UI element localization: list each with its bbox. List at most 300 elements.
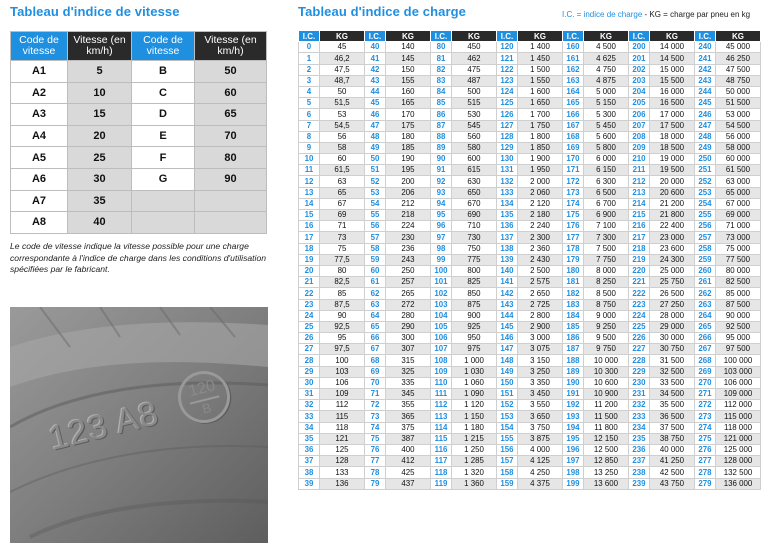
load-index-cell: 201 [629,53,650,64]
load-table-title: Tableau d'indice de charge [298,4,466,19]
load-table-row [299,131,761,142]
load-kg-cell: 1 900 [518,154,563,165]
load-kg-cell: 300 [386,333,431,344]
legend-kg: - KG = charge par pneu en kg [642,10,751,19]
load-kg-cell: 195 [386,165,431,176]
load-table-row [299,467,761,478]
speed-value-cell: 35 [68,190,132,212]
header-kg: KG [452,31,497,42]
load-kg-cell: 150 [386,64,431,75]
speed-index-table [10,31,267,234]
load-index-cell: 160 [563,42,584,53]
load-kg-cell: 243 [386,254,431,265]
load-kg-cell: 63 000 [716,176,761,187]
load-index-cell: 209 [629,142,650,153]
load-kg-cell: 100 [320,355,365,366]
load-kg-cell: 43 750 [650,478,695,489]
load-kg-cell: 1 850 [518,142,563,153]
speed-value-cell: 20 [68,125,132,147]
load-index-cell: 252 [695,176,716,187]
load-kg-cell: 10 300 [584,366,629,377]
load-index-cell: 223 [629,299,650,310]
load-kg-cell: 145 [386,53,431,64]
load-index-cell: 122 [497,64,518,75]
load-kg-cell: 425 [386,467,431,478]
load-kg-cell: 272 [386,299,431,310]
load-index-table [298,30,761,490]
load-index-cell: 270 [695,377,716,388]
load-index-cell: 279 [695,478,716,489]
load-table-row [299,165,761,176]
load-index-cell: 45 [365,98,386,109]
load-index-cell: 111 [431,389,452,400]
load-kg-cell: 75 000 [716,243,761,254]
load-kg-cell: 160 [386,86,431,97]
load-kg-cell: 325 [386,366,431,377]
load-table-row [299,254,761,265]
load-index-cell: 44 [365,86,386,97]
load-kg-cell: 1 650 [518,98,563,109]
load-table-row [299,53,761,64]
load-kg-cell: 7 100 [584,221,629,232]
load-kg-cell: 165 [386,98,431,109]
load-index-cell: 121 [497,53,518,64]
load-index-cell: 30 [299,377,320,388]
load-kg-cell: 3 150 [518,355,563,366]
load-index-cell: 161 [563,53,584,64]
speed-code-cell: A6 [11,168,68,190]
load-index-cell: 109 [431,366,452,377]
load-index-cell: 164 [563,86,584,97]
load-kg-cell: 18 500 [650,142,695,153]
load-index-cell: 99 [431,254,452,265]
load-index-cell: 63 [365,299,386,310]
load-index-cell: 151 [497,389,518,400]
load-kg-cell: 112 000 [716,400,761,411]
load-index-cell: 157 [497,456,518,467]
load-kg-cell: 77,5 [320,254,365,265]
header-ic: I.C. [299,31,320,42]
load-kg-cell: 3 075 [518,344,563,355]
load-index-cell: 93 [431,187,452,198]
load-index-cell: 198 [563,467,584,478]
load-index-cell: 79 [365,478,386,489]
load-index-cell: 135 [497,210,518,221]
load-index-cell: 202 [629,64,650,75]
load-kg-cell: 1 250 [452,444,497,455]
load-kg-cell: 12 150 [584,433,629,444]
load-table-row [299,176,761,187]
load-index-cell: 49 [365,142,386,153]
load-index-cell: 96 [431,221,452,232]
load-kg-cell: 1 800 [518,131,563,142]
load-kg-cell: 3 250 [518,366,563,377]
load-index-cell: 90 [431,154,452,165]
load-kg-cell: 26 500 [650,288,695,299]
load-kg-cell: 530 [452,109,497,120]
load-kg-cell: 437 [386,478,431,489]
load-kg-cell: 6 500 [584,187,629,198]
load-kg-cell: 9 250 [584,321,629,332]
load-index-cell: 101 [431,277,452,288]
load-index-cell: 208 [629,131,650,142]
load-kg-cell: 61 500 [716,165,761,176]
load-index-cell: 275 [695,433,716,444]
load-kg-cell: 18 000 [650,131,695,142]
load-table-row [299,232,761,243]
load-kg-cell: 307 [386,344,431,355]
tire-circle-bottom: B [190,395,223,420]
load-kg-cell: 136 000 [716,478,761,489]
load-kg-cell: 106 000 [716,377,761,388]
load-kg-cell: 51,5 [320,98,365,109]
load-kg-cell: 412 [386,456,431,467]
header-ic: I.C. [563,31,584,42]
load-kg-cell: 19 500 [650,165,695,176]
load-index-cell: 169 [563,142,584,153]
load-index-cell: 255 [695,210,716,221]
load-index-cell: 131 [497,165,518,176]
load-kg-cell: 42 500 [650,467,695,478]
load-kg-cell: 11 500 [584,411,629,422]
load-index-cell: 132 [497,176,518,187]
load-index-cell: 112 [431,400,452,411]
load-index-cell: 68 [365,355,386,366]
load-kg-cell: 77 500 [716,254,761,265]
load-index-cell: 228 [629,355,650,366]
load-index-cell: 187 [563,344,584,355]
load-index-cell: 162 [563,64,584,75]
load-kg-cell: 730 [452,232,497,243]
load-kg-cell: 462 [452,53,497,64]
load-index-cell: 271 [695,389,716,400]
load-index-cell: 129 [497,142,518,153]
load-kg-cell: 6 900 [584,210,629,221]
load-index-cell: 83 [431,75,452,86]
load-kg-cell: 50 000 [716,86,761,97]
load-table-row [299,411,761,422]
load-kg-cell: 47 500 [716,64,761,75]
load-index-cell: 191 [563,389,584,400]
load-index-cell: 183 [563,299,584,310]
load-index-cell: 134 [497,198,518,209]
load-kg-cell: 60 [320,154,365,165]
load-kg-cell: 118 000 [716,422,761,433]
load-kg-cell: 8 000 [584,265,629,276]
load-index-cell: 22 [299,288,320,299]
load-index-cell: 156 [497,444,518,455]
load-index-cell: 100 [431,265,452,276]
speed-table-row [11,168,267,190]
load-kg-cell: 1 700 [518,109,563,120]
load-index-cell: 203 [629,75,650,86]
load-kg-cell: 4 250 [518,467,563,478]
load-kg-cell: 355 [386,400,431,411]
load-index-cell: 38 [299,467,320,478]
load-index-cell: 153 [497,411,518,422]
load-kg-cell: 450 [452,42,497,53]
load-index-cell: 262 [695,288,716,299]
load-kg-cell: 87 500 [716,299,761,310]
load-index-cell: 233 [629,411,650,422]
load-index-cell: 92 [431,176,452,187]
load-table-row [299,321,761,332]
load-index-cell: 77 [365,456,386,467]
load-kg-cell: 32 500 [650,366,695,377]
load-kg-cell: 2 650 [518,288,563,299]
load-index-cell: 31 [299,389,320,400]
load-kg-cell: 175 [386,120,431,131]
load-index-cell: 78 [365,467,386,478]
load-kg-cell: 5 600 [584,131,629,142]
load-kg-cell: 128 [320,456,365,467]
load-index-cell: 148 [497,355,518,366]
load-index-cell: 176 [563,221,584,232]
load-index-cell: 194 [563,422,584,433]
load-table-row [299,42,761,53]
load-index-cell: 247 [695,120,716,131]
load-kg-cell: 615 [452,165,497,176]
load-kg-cell: 48 750 [716,75,761,86]
load-index-cell: 85 [431,98,452,109]
load-table-row [299,265,761,276]
speed-code-cell: B [132,61,195,83]
load-index-cell: 188 [563,355,584,366]
load-index-cell: 145 [497,321,518,332]
load-table-row [299,478,761,489]
load-kg-cell: 875 [452,299,497,310]
load-kg-cell: 109 [320,389,365,400]
load-table-row [299,433,761,444]
load-kg-cell: 21 800 [650,210,695,221]
load-index-cell: 46 [365,109,386,120]
load-index-cell: 97 [431,232,452,243]
load-index-cell: 34 [299,422,320,433]
load-kg-cell: 60 000 [716,154,761,165]
load-kg-cell: 90 [320,310,365,321]
load-index-cell: 65 [365,321,386,332]
load-kg-cell: 106 [320,377,365,388]
load-kg-cell: 3 350 [518,377,563,388]
load-index-cell: 213 [629,187,650,198]
load-kg-cell: 97,5 [320,344,365,355]
load-kg-cell: 109 000 [716,389,761,400]
load-index-cell: 241 [695,53,716,64]
load-kg-cell: 13 600 [584,478,629,489]
load-kg-cell: 9 500 [584,333,629,344]
load-kg-cell: 121 [320,433,365,444]
load-index-cell: 227 [629,344,650,355]
speed-table-row [11,82,267,104]
load-kg-cell: 1 360 [452,478,497,489]
load-index-cell: 25 [299,321,320,332]
header-kg: KG [584,31,629,42]
load-table-row [299,389,761,400]
load-kg-cell: 250 [386,265,431,276]
load-kg-cell: 4 000 [518,444,563,455]
load-index-cell: 212 [629,176,650,187]
load-kg-cell: 3 650 [518,411,563,422]
load-index-cell: 167 [563,120,584,131]
load-index-cell: 253 [695,187,716,198]
tire-circle-top: 120 [186,377,217,401]
speed-code-cell: G [132,168,195,190]
load-table-row [299,456,761,467]
load-kg-cell: 775 [452,254,497,265]
load-table-row [299,243,761,254]
load-kg-cell: 112 [320,400,365,411]
load-index-cell: 257 [695,232,716,243]
load-table-row [299,355,761,366]
load-index-cell: 210 [629,154,650,165]
load-kg-cell: 2 800 [518,310,563,321]
load-table-row [299,64,761,75]
load-index-cell: 251 [695,165,716,176]
load-kg-cell: 115 [320,411,365,422]
speed-table-row [11,61,267,83]
load-index-cell: 128 [497,131,518,142]
load-index-cell: 73 [365,411,386,422]
speed-value-cell [195,212,267,234]
load-index-cell: 278 [695,467,716,478]
load-index-cell: 274 [695,422,716,433]
load-index-cell: 186 [563,333,584,344]
load-index-cell: 119 [431,478,452,489]
load-kg-cell: 375 [386,422,431,433]
load-kg-cell: 1 450 [518,53,563,64]
load-index-cell: 10 [299,154,320,165]
load-index-cell: 3 [299,75,320,86]
load-kg-cell: 58 [320,142,365,153]
load-kg-cell: 140 [386,42,431,53]
load-kg-cell: 71 000 [716,221,761,232]
header-ic: I.C. [629,31,650,42]
load-index-cell: 6 [299,109,320,120]
load-index-cell: 80 [431,42,452,53]
load-index-cell: 172 [563,176,584,187]
load-kg-cell: 65 000 [716,187,761,198]
load-index-cell: 24 [299,310,320,321]
load-index-cell: 0 [299,42,320,53]
speed-table-title: Tableau d'indice de vitesse [10,4,180,19]
load-index-cell: 98 [431,243,452,254]
load-index-cell: 261 [695,277,716,288]
speed-value-cell: 10 [68,82,132,104]
load-kg-cell: 5 150 [584,98,629,109]
load-index-cell: 140 [497,265,518,276]
speed-value-cell: 80 [195,147,267,169]
load-index-cell: 110 [431,377,452,388]
header-kg: KG [716,31,761,42]
load-kg-cell: 10 600 [584,377,629,388]
load-kg-cell: 1 090 [452,389,497,400]
load-kg-cell: 85 [320,288,365,299]
load-index-cell: 154 [497,422,518,433]
load-index-cell: 17 [299,232,320,243]
load-index-cell: 28 [299,355,320,366]
load-kg-cell: 1 750 [518,120,563,131]
load-kg-cell: 20 000 [650,176,695,187]
load-kg-cell: 4 875 [584,75,629,86]
load-index-cell: 193 [563,411,584,422]
load-kg-cell: 670 [452,198,497,209]
load-index-cell: 235 [629,433,650,444]
speed-value-cell: 50 [195,61,267,83]
load-table-row [299,198,761,209]
load-kg-cell: 5 800 [584,142,629,153]
load-kg-cell: 58 000 [716,142,761,153]
load-index-cell: 166 [563,109,584,120]
load-index-cell: 225 [629,321,650,332]
load-index-cell: 41 [365,53,386,64]
load-kg-cell: 4 500 [584,42,629,53]
load-index-cell: 87 [431,120,452,131]
load-index-cell: 2 [299,64,320,75]
load-kg-cell: 1 950 [518,165,563,176]
load-kg-cell: 545 [452,120,497,131]
load-index-cell: 170 [563,154,584,165]
load-index-cell: 152 [497,400,518,411]
load-kg-cell: 80 [320,265,365,276]
load-kg-cell: 1 150 [452,411,497,422]
header-speed-code: Code de vitesse [11,32,68,61]
load-index-cell: 58 [365,243,386,254]
header-kg: KG [320,31,365,42]
load-kg-cell: 257 [386,277,431,288]
load-kg-cell: 36 500 [650,411,695,422]
load-table-row [299,75,761,86]
load-index-cell: 54 [365,198,386,209]
load-index-cell: 138 [497,243,518,254]
load-kg-cell: 750 [452,243,497,254]
load-kg-cell: 67 [320,198,365,209]
load-index-cell: 53 [365,187,386,198]
load-kg-cell: 185 [386,142,431,153]
load-index-cell: 19 [299,254,320,265]
load-index-cell: 205 [629,98,650,109]
load-kg-cell: 92,5 [320,321,365,332]
load-index-cell: 263 [695,299,716,310]
speed-code-cell: F [132,147,195,169]
load-kg-cell: 400 [386,444,431,455]
load-index-cell: 52 [365,176,386,187]
load-index-cell: 149 [497,366,518,377]
load-kg-cell: 2 900 [518,321,563,332]
load-index-cell: 102 [431,288,452,299]
load-index-cell: 141 [497,277,518,288]
load-index-cell: 124 [497,86,518,97]
load-kg-cell: 47,5 [320,64,365,75]
load-index-cell: 82 [431,64,452,75]
load-kg-cell: 8 750 [584,299,629,310]
load-kg-cell: 82 500 [716,277,761,288]
load-kg-cell: 2 575 [518,277,563,288]
load-kg-cell: 2 500 [518,265,563,276]
load-index-cell: 249 [695,142,716,153]
load-kg-cell: 71 [320,221,365,232]
header-kg: KG [518,31,563,42]
speed-value-cell: 65 [195,104,267,126]
load-index-cell: 47 [365,120,386,131]
speed-table-row [11,104,267,126]
load-index-cell: 238 [629,467,650,478]
speed-value-cell: 5 [68,61,132,83]
load-index-cell: 163 [563,75,584,86]
load-kg-cell: 10 900 [584,389,629,400]
load-kg-cell: 6 700 [584,198,629,209]
load-kg-cell: 218 [386,210,431,221]
tire-photo [10,307,268,543]
